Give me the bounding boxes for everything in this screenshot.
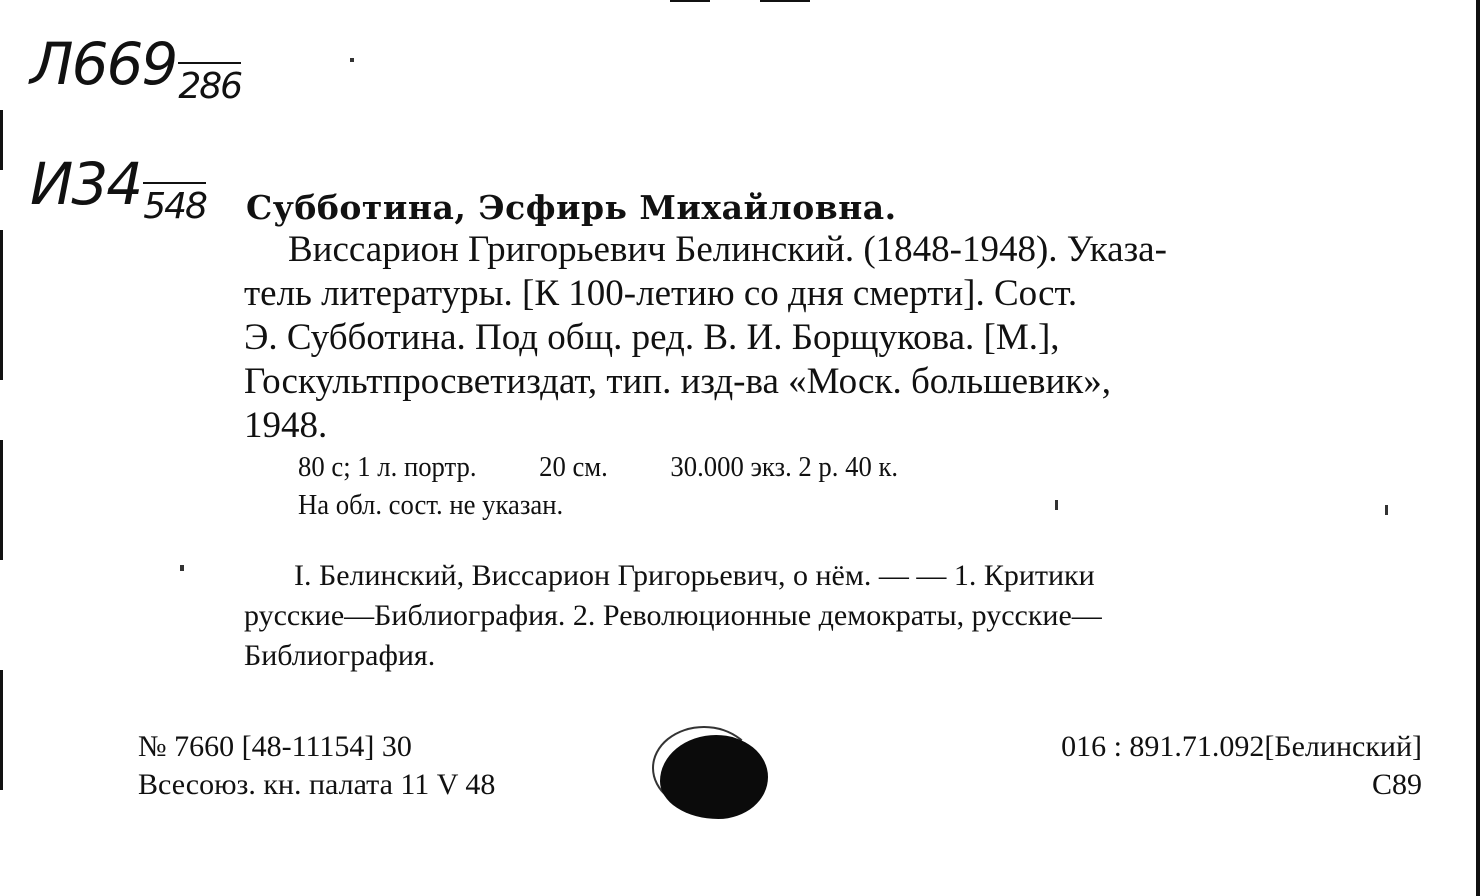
scan-speck: [1055, 500, 1058, 510]
author-heading: Субботина, Эсфирь Михайловна.: [246, 188, 897, 227]
shelf-mark-main: И34: [30, 150, 142, 218]
punch-hole: [660, 735, 768, 819]
copies-price: 30.000 экз. 2 р. 40 к.: [670, 451, 899, 483]
card-edge-right: [1476, 0, 1480, 896]
subject-line: Библиография.: [244, 639, 436, 672]
record-info: [138, 728, 495, 804]
title-line: Виссарион Григорьевич Белинский. (1848-1948). Указа-: [288, 229, 1167, 270]
title-line: Э. Субботина. Под общ. ред. В. И. Борщукова. [М.],: [244, 317, 1060, 358]
subject-line: русские—Библиография. 2. Революционные демократы, русские—: [244, 599, 1102, 632]
shelf-mark-sub: 548: [143, 182, 206, 227]
record-number: № 7660 [48-11154] 30: [138, 730, 412, 763]
classification-info: [1061, 728, 1422, 804]
card-edge-top: [670, 0, 710, 2]
pagination: 80 с; 1 л. портр.: [298, 451, 477, 483]
scan-speck: [180, 565, 184, 571]
book-chamber-line: Всесоюз. кн. палата 11 V 48: [138, 768, 496, 801]
subject-line: I. Белинский, Виссарион Григорьевич, о нём. — — 1. Критики: [294, 559, 1095, 592]
format-size: 20 см.: [539, 451, 608, 483]
card-edge-mark: [0, 440, 3, 560]
scan-speck: [1385, 505, 1388, 515]
title-line: тель литературы. [К 100-летию со дня смерти]. Сост.: [244, 273, 1078, 314]
collation-area: [298, 448, 898, 524]
title-line: 1948.: [244, 405, 328, 446]
subject-tracings: [244, 556, 1422, 676]
shelf-mark-main: Л669: [30, 30, 177, 98]
note-line: На обл. сост. не указан.: [298, 489, 564, 521]
card-edge-top: [760, 0, 810, 2]
scan-speck: [350, 58, 354, 62]
card-edge-mark: [0, 230, 3, 380]
shelf-mark-sub: 286: [178, 62, 241, 107]
title-description: [244, 228, 1422, 448]
card-edge-mark: [0, 110, 3, 170]
cutter-number: С89: [1371, 768, 1422, 801]
collation-line: [298, 448, 898, 486]
title-line: Госкультпросветиздат, тип. изд-ва «Моск. большевик»,: [244, 361, 1112, 402]
shelf-mark-handwritten: [30, 30, 241, 107]
card-edge-mark: [0, 670, 3, 790]
shelf-mark-handwritten: [30, 150, 206, 227]
udc-index: 016 : 891.71.092[Белинский]: [1061, 730, 1422, 763]
